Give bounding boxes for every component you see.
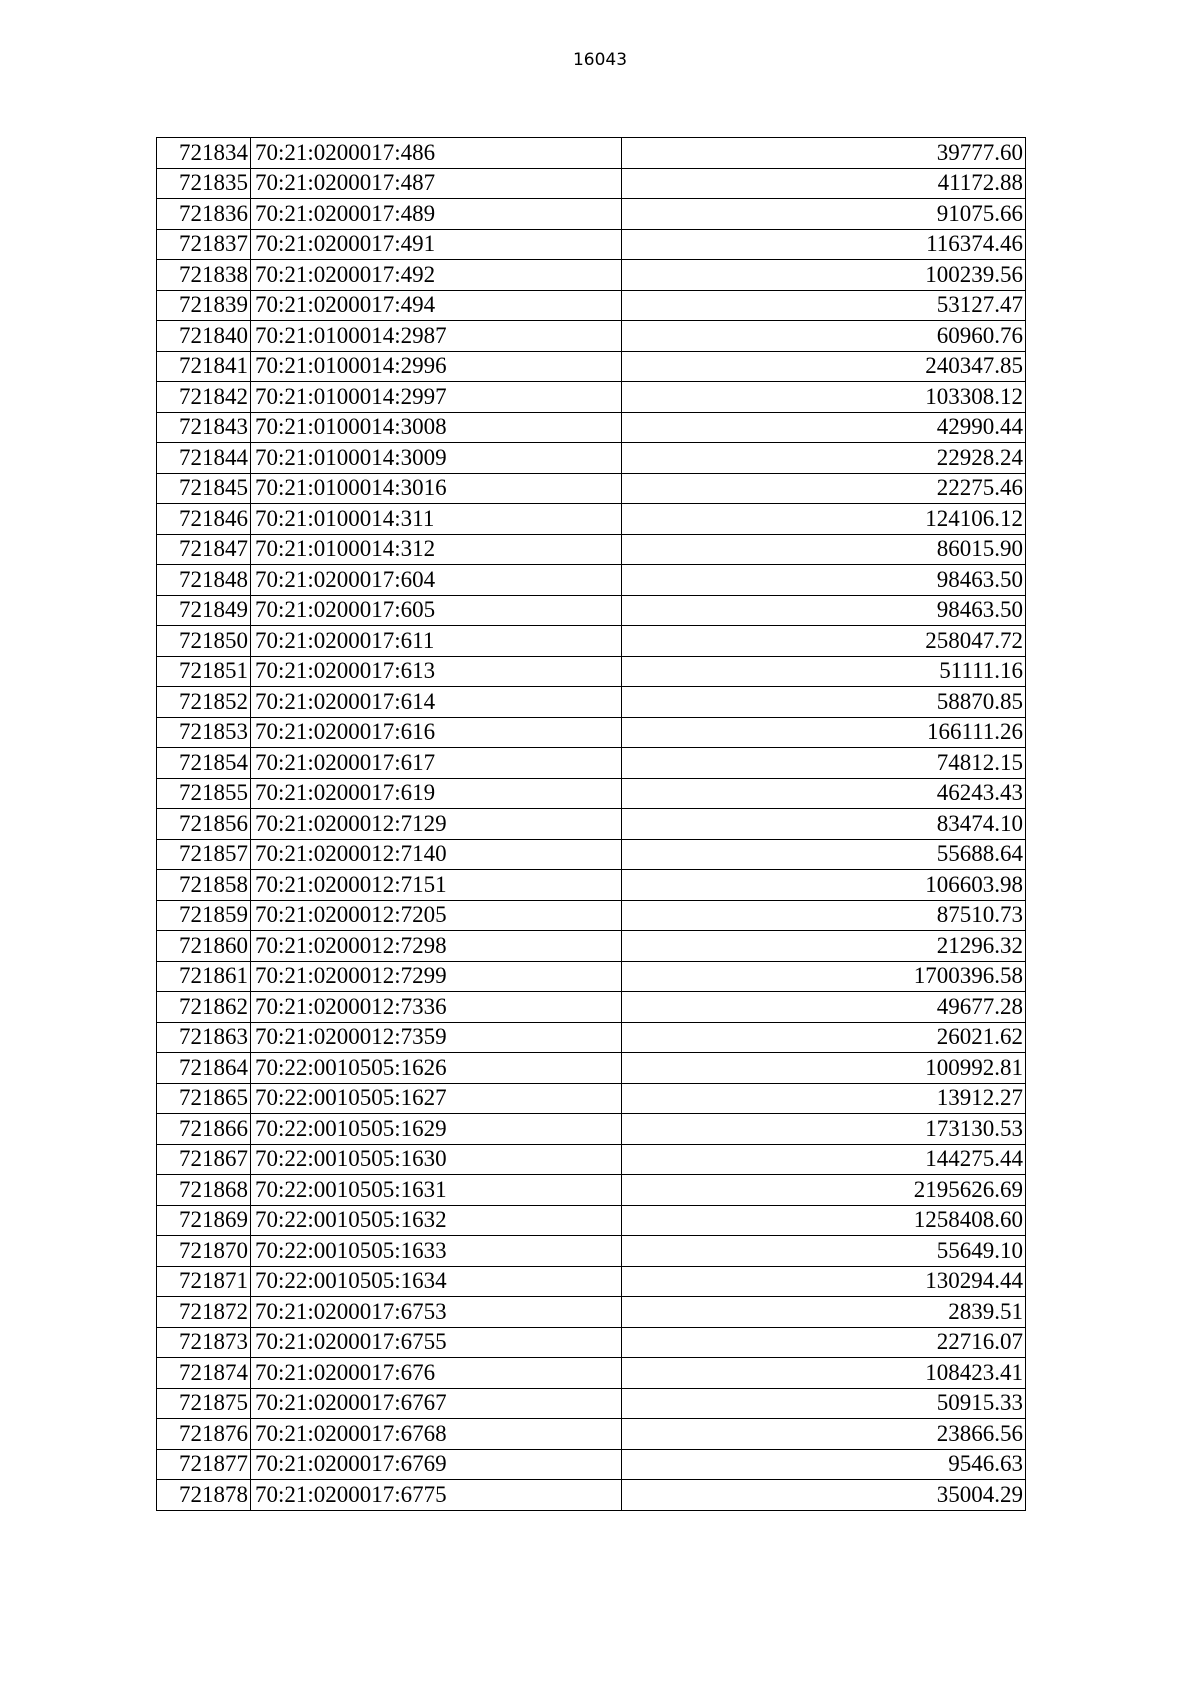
table-body	[157, 138, 1026, 1511]
table-row	[157, 1480, 1026, 1511]
cadastral-number-cell: 70:22:0010505:1632	[251, 1205, 622, 1236]
cadastral-value-cell: 173130.53	[622, 1114, 1026, 1145]
table-row	[157, 1449, 1026, 1480]
cadastral-number-cell: 70:21:0100014:3009	[251, 443, 622, 474]
cadastral-value-cell: 74812.15	[622, 748, 1026, 779]
table-row	[157, 1022, 1026, 1053]
row-number-cell: 721852	[157, 687, 251, 718]
row-number-cell: 721839	[157, 290, 251, 321]
row-number-cell: 721846	[157, 504, 251, 535]
table-row	[157, 1388, 1026, 1419]
cadastral-number-cell: 70:21:0200012:7205	[251, 900, 622, 931]
cadastral-value-cell: 1258408.60	[622, 1205, 1026, 1236]
table-row	[157, 412, 1026, 443]
table-row	[157, 321, 1026, 352]
cadastral-value-cell: 51111.16	[622, 656, 1026, 687]
row-number-cell: 721850	[157, 626, 251, 657]
table-row	[157, 168, 1026, 199]
table-row	[157, 1297, 1026, 1328]
cadastral-number-cell: 70:21:0200017:605	[251, 595, 622, 626]
cadastral-number-cell: 70:21:0100014:2987	[251, 321, 622, 352]
cadastral-number-cell: 70:21:0200017:616	[251, 717, 622, 748]
cadastral-value-cell: 116374.46	[622, 229, 1026, 260]
cadastral-value-cell: 39777.60	[622, 138, 1026, 169]
row-number-cell: 721859	[157, 900, 251, 931]
row-number-cell: 721840	[157, 321, 251, 352]
row-number-cell: 721849	[157, 595, 251, 626]
table-row	[157, 931, 1026, 962]
cadastral-number-cell: 70:21:0200017:489	[251, 199, 622, 230]
cadastral-value-cell: 106603.98	[622, 870, 1026, 901]
cadastral-number-cell: 70:22:0010505:1630	[251, 1144, 622, 1175]
cadastral-number-cell: 70:21:0200017:6755	[251, 1327, 622, 1358]
table-row	[157, 1144, 1026, 1175]
cadastral-value-cell: 50915.33	[622, 1388, 1026, 1419]
cadastral-number-cell: 70:21:0100014:2997	[251, 382, 622, 413]
table-row	[157, 229, 1026, 260]
cadastral-value-cell: 49677.28	[622, 992, 1026, 1023]
row-number-cell: 721834	[157, 138, 251, 169]
cadastral-number-cell: 70:21:0200012:7359	[251, 1022, 622, 1053]
cadastral-number-cell: 70:22:0010505:1627	[251, 1083, 622, 1114]
row-number-cell: 721865	[157, 1083, 251, 1114]
table-row	[157, 870, 1026, 901]
table-row	[157, 565, 1026, 596]
cadastral-value-cell: 1700396.58	[622, 961, 1026, 992]
table-row	[157, 839, 1026, 870]
cadastral-value-cell: 100239.56	[622, 260, 1026, 291]
row-number-cell: 721835	[157, 168, 251, 199]
table-row	[157, 1175, 1026, 1206]
table-row	[157, 687, 1026, 718]
cadastral-value-table	[156, 137, 1026, 1511]
row-number-cell: 721855	[157, 778, 251, 809]
row-number-cell: 721868	[157, 1175, 251, 1206]
cadastral-number-cell: 70:21:0200012:7140	[251, 839, 622, 870]
cadastral-number-cell: 70:21:0200017:6767	[251, 1388, 622, 1419]
cadastral-value-cell: 55649.10	[622, 1236, 1026, 1267]
cadastral-number-cell: 70:22:0010505:1631	[251, 1175, 622, 1206]
row-number-cell: 721836	[157, 199, 251, 230]
table-row	[157, 260, 1026, 291]
table-row	[157, 1358, 1026, 1389]
cadastral-value-cell: 124106.12	[622, 504, 1026, 535]
cadastral-number-cell: 70:21:0200017:604	[251, 565, 622, 596]
table-row	[157, 992, 1026, 1023]
row-number-cell: 721861	[157, 961, 251, 992]
row-number-cell: 721842	[157, 382, 251, 413]
cadastral-number-cell: 70:21:0200012:7299	[251, 961, 622, 992]
row-number-cell: 721878	[157, 1480, 251, 1511]
row-number-cell: 721838	[157, 260, 251, 291]
table-row	[157, 961, 1026, 992]
cadastral-value-cell: 53127.47	[622, 290, 1026, 321]
cadastral-number-cell: 70:21:0200017:614	[251, 687, 622, 718]
cadastral-number-cell: 70:21:0200017:492	[251, 260, 622, 291]
row-number-cell: 721858	[157, 870, 251, 901]
cadastral-number-cell: 70:21:0200017:486	[251, 138, 622, 169]
cadastral-number-cell: 70:21:0200017:6753	[251, 1297, 622, 1328]
table-row	[157, 473, 1026, 504]
cadastral-value-cell: 87510.73	[622, 900, 1026, 931]
cadastral-number-cell: 70:22:0010505:1626	[251, 1053, 622, 1084]
cadastral-number-cell: 70:21:0200012:7336	[251, 992, 622, 1023]
cadastral-value-cell: 2195626.69	[622, 1175, 1026, 1206]
row-number-cell: 721853	[157, 717, 251, 748]
cadastral-number-cell: 70:22:0010505:1634	[251, 1266, 622, 1297]
cadastral-number-cell: 70:21:0200012:7129	[251, 809, 622, 840]
table-row	[157, 809, 1026, 840]
cadastral-value-cell: 22716.07	[622, 1327, 1026, 1358]
row-number-cell: 721856	[157, 809, 251, 840]
table-row	[157, 1053, 1026, 1084]
cadastral-value-cell: 46243.43	[622, 778, 1026, 809]
cadastral-number-cell: 70:21:0200017:611	[251, 626, 622, 657]
cadastral-number-cell: 70:21:0200017:6775	[251, 1480, 622, 1511]
row-number-cell: 721874	[157, 1358, 251, 1389]
cadastral-number-cell: 70:21:0100014:311	[251, 504, 622, 535]
cadastral-value-cell: 35004.29	[622, 1480, 1026, 1511]
table-row	[157, 1266, 1026, 1297]
row-number-cell: 721837	[157, 229, 251, 260]
row-number-cell: 721870	[157, 1236, 251, 1267]
row-number-cell: 721845	[157, 473, 251, 504]
row-number-cell: 721841	[157, 351, 251, 382]
table-row	[157, 504, 1026, 535]
cadastral-number-cell: 70:22:0010505:1633	[251, 1236, 622, 1267]
cadastral-value-cell: 144275.44	[622, 1144, 1026, 1175]
cadastral-value-cell: 108423.41	[622, 1358, 1026, 1389]
cadastral-value-cell: 26021.62	[622, 1022, 1026, 1053]
cadastral-value-cell: 98463.50	[622, 565, 1026, 596]
cadastral-number-cell: 70:21:0200017:619	[251, 778, 622, 809]
table-row	[157, 748, 1026, 779]
row-number-cell: 721871	[157, 1266, 251, 1297]
table-row	[157, 534, 1026, 565]
table-row	[157, 199, 1026, 230]
cadastral-number-cell: 70:21:0100014:312	[251, 534, 622, 565]
table-row	[157, 443, 1026, 474]
row-number-cell: 721854	[157, 748, 251, 779]
cadastral-number-cell: 70:21:0100014:2996	[251, 351, 622, 382]
cadastral-value-cell: 60960.76	[622, 321, 1026, 352]
cadastral-number-cell: 70:21:0200017:6769	[251, 1449, 622, 1480]
table-row	[157, 656, 1026, 687]
cadastral-number-cell: 70:21:0200017:617	[251, 748, 622, 779]
cadastral-value-cell: 21296.32	[622, 931, 1026, 962]
cadastral-number-cell: 70:21:0100014:3016	[251, 473, 622, 504]
table-row	[157, 626, 1026, 657]
table-row	[157, 1205, 1026, 1236]
row-number-cell: 721847	[157, 534, 251, 565]
cadastral-value-cell: 42990.44	[622, 412, 1026, 443]
table-row	[157, 1419, 1026, 1450]
cadastral-value-cell: 58870.85	[622, 687, 1026, 718]
table-row	[157, 778, 1026, 809]
cadastral-value-cell: 258047.72	[622, 626, 1026, 657]
cadastral-number-cell: 70:21:0200017:613	[251, 656, 622, 687]
cadastral-value-cell: 98463.50	[622, 595, 1026, 626]
table-row	[157, 351, 1026, 382]
row-number-cell: 721877	[157, 1449, 251, 1480]
cadastral-number-cell: 70:21:0200017:491	[251, 229, 622, 260]
row-number-cell: 721873	[157, 1327, 251, 1358]
table-row	[157, 717, 1026, 748]
row-number-cell: 721848	[157, 565, 251, 596]
cadastral-number-cell: 70:21:0200017:676	[251, 1358, 622, 1389]
row-number-cell: 721844	[157, 443, 251, 474]
cadastral-value-cell: 55688.64	[622, 839, 1026, 870]
row-number-cell: 721869	[157, 1205, 251, 1236]
row-number-cell: 721857	[157, 839, 251, 870]
table-row	[157, 1083, 1026, 1114]
cadastral-value-cell: 2839.51	[622, 1297, 1026, 1328]
table-row	[157, 595, 1026, 626]
cadastral-value-cell: 130294.44	[622, 1266, 1026, 1297]
cadastral-number-cell: 70:21:0200017:494	[251, 290, 622, 321]
cadastral-value-cell: 22275.46	[622, 473, 1026, 504]
row-number-cell: 721866	[157, 1114, 251, 1145]
cadastral-value-cell: 100992.81	[622, 1053, 1026, 1084]
cadastral-value-cell: 166111.26	[622, 717, 1026, 748]
cadastral-number-cell: 70:21:0200012:7298	[251, 931, 622, 962]
cadastral-number-cell: 70:22:0010505:1629	[251, 1114, 622, 1145]
table-row	[157, 290, 1026, 321]
row-number-cell: 721851	[157, 656, 251, 687]
row-number-cell: 721876	[157, 1419, 251, 1450]
cadastral-number-cell: 70:21:0200012:7151	[251, 870, 622, 901]
row-number-cell: 721867	[157, 1144, 251, 1175]
table-row	[157, 900, 1026, 931]
cadastral-value-cell: 13912.27	[622, 1083, 1026, 1114]
cadastral-value-cell: 22928.24	[622, 443, 1026, 474]
row-number-cell: 721862	[157, 992, 251, 1023]
row-number-cell: 721872	[157, 1297, 251, 1328]
table-row	[157, 1327, 1026, 1358]
cadastral-value-cell: 23866.56	[622, 1419, 1026, 1450]
cadastral-value-cell: 91075.66	[622, 199, 1026, 230]
table-row	[157, 1236, 1026, 1267]
cadastral-value-cell: 86015.90	[622, 534, 1026, 565]
row-number-cell: 721860	[157, 931, 251, 962]
table-row	[157, 138, 1026, 169]
row-number-cell: 721863	[157, 1022, 251, 1053]
cadastral-value-cell: 41172.88	[622, 168, 1026, 199]
row-number-cell: 721864	[157, 1053, 251, 1084]
row-number-cell: 721875	[157, 1388, 251, 1419]
page-number: 16043	[572, 50, 628, 70]
cadastral-value-cell: 83474.10	[622, 809, 1026, 840]
table-row	[157, 382, 1026, 413]
cadastral-number-cell: 70:21:0200017:487	[251, 168, 622, 199]
row-number-cell: 721843	[157, 412, 251, 443]
table-row	[157, 1114, 1026, 1145]
cadastral-number-cell: 70:21:0100014:3008	[251, 412, 622, 443]
cadastral-value-cell: 240347.85	[622, 351, 1026, 382]
cadastral-value-cell: 9546.63	[622, 1449, 1026, 1480]
cadastral-number-cell: 70:21:0200017:6768	[251, 1419, 622, 1450]
cadastral-value-cell: 103308.12	[622, 382, 1026, 413]
